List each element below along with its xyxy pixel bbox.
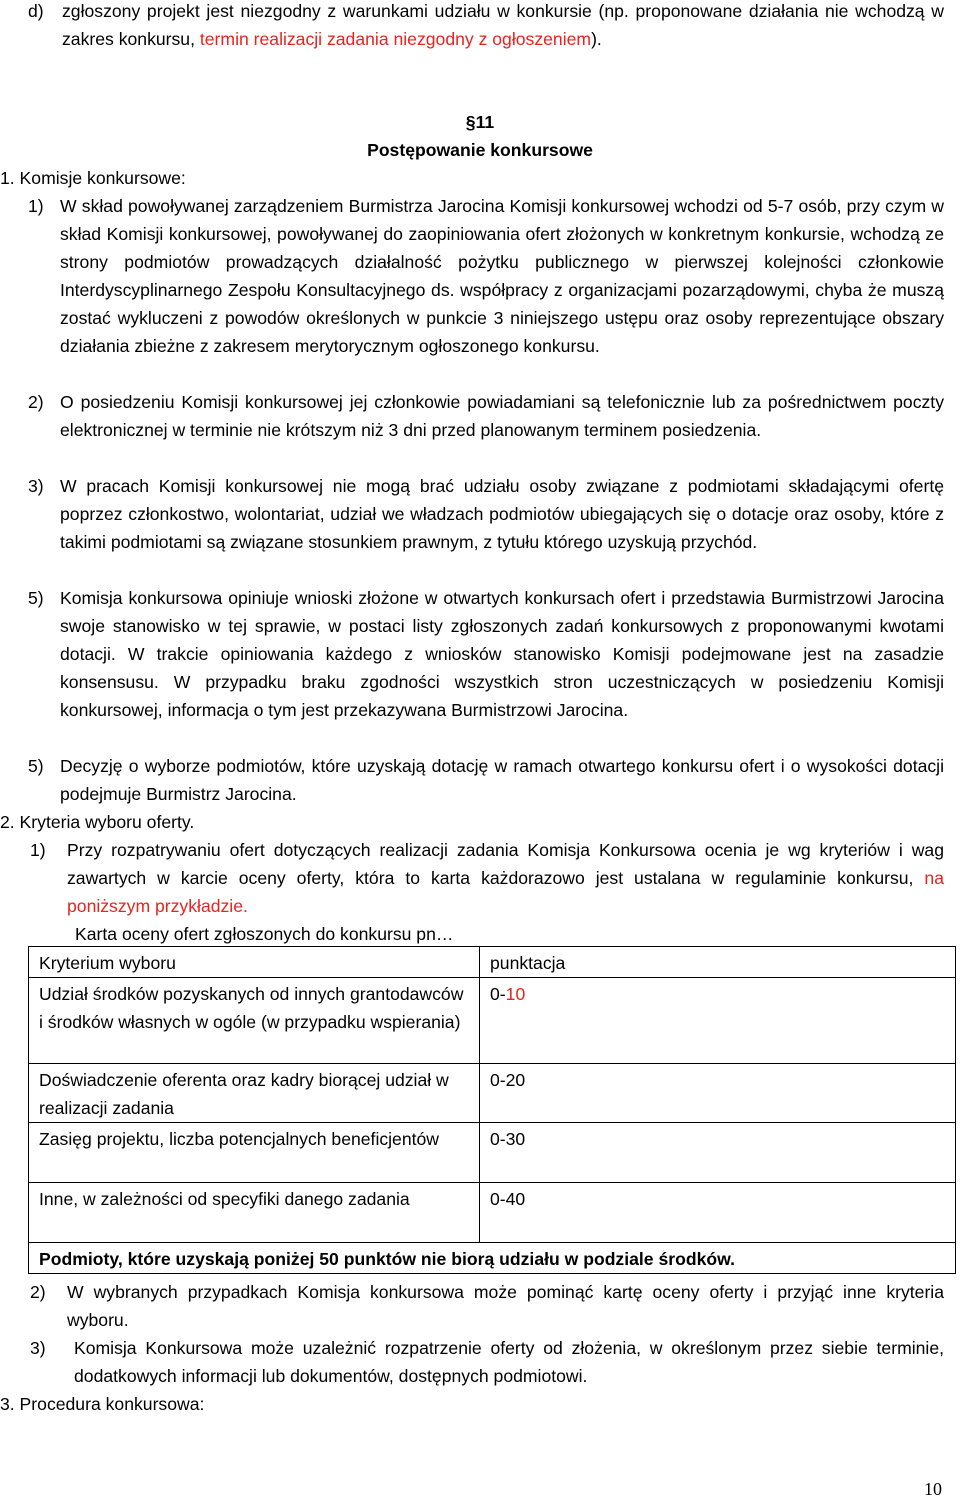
list-item: Przy rozpatrywaniu ofert dotyczących realizacji zadania Komisja Konkursowa ocenia je wg kryteriów i wag zawartych w karcie oceny oferty, która to karta każdorazowo jest ustalana w regulaminie konkursu, na poniższym przykładzie. bbox=[67, 840, 944, 916]
criterion-cell: Doświadczenie oferenta oraz kadry biorącej udział w realizacji zadania bbox=[29, 1064, 480, 1123]
list-item-marker: 1) bbox=[30, 840, 46, 860]
list-item-marker: 3) bbox=[30, 1338, 46, 1358]
points-cell: 0-20 bbox=[480, 1064, 956, 1123]
item-d-marker: d) bbox=[28, 1, 44, 21]
red-highlight: na poniższym przykładzie. bbox=[67, 868, 944, 916]
point-3-label: 3. Procedura konkursowa: bbox=[0, 1394, 205, 1414]
points-cell: 0-30 bbox=[480, 1123, 956, 1183]
list-item: Komisja konkursowa opiniuje wnioski złożone w otwartych konkursach ofert i przedstawia Burmistrzowi Jarocina swoje stanowisko w tej sprawie, w postaci listy zgłoszonych zadań konkursowych z proponowanymi kwotami dotacji. W trakcie opiniowania każdego z wniosków stanowisko Komisji podejmowane jest na zasadzie konsensusu. W przypadku braku zgodności wszystkich stron uczestniczących w posiedzeniu Komisji konkursowej, informacja o tym jest przekazywana Burmistrzowi Jarocina. bbox=[60, 588, 944, 720]
list-item-marker: 2) bbox=[30, 1282, 46, 1302]
list-item: W wybranych przypadkach Komisja konkursowa może pominąć kartę oceny oferty i przyjąć inne kryteria wyboru. bbox=[67, 1282, 944, 1330]
table-row bbox=[29, 1064, 956, 1123]
item-d-text: zgłoszony projekt jest niezgodny z warunkami udziału w konkursie (np. proponowane działania nie wchodzą w zakres konkursu, termin realizacji zadania niezgodny z ogłoszeniem). bbox=[62, 1, 944, 49]
table-row bbox=[29, 1183, 956, 1243]
card-title: Karta oceny ofert zgłoszonych do konkursu pn… bbox=[75, 924, 454, 944]
section-number: §11 bbox=[465, 112, 495, 132]
list-item: Komisja Konkursowa może uzależnić rozpatrzenie oferty od złożenia, w określonym przez siebie terminie, dodatkowych informacji lub dokumentów, dostępnych podmiotowi. bbox=[74, 1338, 944, 1386]
list-item-marker: 5) bbox=[28, 588, 44, 608]
points-cell: 0-40 bbox=[480, 1183, 956, 1243]
table-footer-row bbox=[29, 1243, 956, 1274]
criterion-cell: Inne, w zależności od specyfiki danego zadania bbox=[29, 1183, 480, 1243]
list-item: W pracach Komisji konkursowej nie mogą brać udziału osoby związane z podmiotami składającymi ofertę poprzez członkostwo, wolontariat, udział we władzach podmiotów ubiegających się o dotacje oraz osoby, które z takimi podmiotami są związane stosunkiem prawnym, z tytułu którego uzyskują przychód. bbox=[60, 476, 944, 552]
list-item: Decyzję o wyborze podmiotów, które uzyskają dotację w ramach otwartego konkursu ofert i o wysokości dotacji podejmuje Burmistrz Jarocina. bbox=[60, 756, 944, 804]
points-cell: 0-10 bbox=[480, 978, 956, 1064]
page-number: 10 bbox=[924, 1479, 942, 1499]
table-footer-cell: Podmioty, które uzyskają poniżej 50 punktów nie biorą udziału w podziale środków. bbox=[29, 1243, 956, 1274]
list-item: O posiedzeniu Komisji konkursowej jej członkowie powiadamiani są telefonicznie lub za pośrednictwem poczty elektronicznej w terminie nie krótszym niż 3 dni przed planowanym terminem posiedzenia. bbox=[60, 392, 944, 440]
list-item-marker: 5) bbox=[28, 756, 44, 776]
point-1-label: 1. Komisje konkursowe: bbox=[0, 168, 186, 188]
list-item: W skład powoływanej zarządzeniem Burmistrza Jarocina Komisji konkursowej wchodzi od 5-7 osób, przy czym w skład Komisji konkursowej, powoływanej do zaopiniowania ofert złożonych w konkretnym konkursie, wchodzą ze strony podmiotów prowadzących działalność pożytku publicznego w pierwszej kolejności członkowie Interdyscyplinarnego Zespołu Konsultacyjnego ds. współpracy z organizacjami pozarządowymi, chyba że muszą zostać wykluczeni z powodów określonych w punkcie 3 niniejszego ustępu oraz osoby reprezentujące obszary działania zbieżne z zakresem merytorycznym ogłoszonego konkursu. bbox=[60, 196, 944, 356]
evaluation-table bbox=[28, 946, 956, 1274]
criterion-cell: Zasięg projektu, liczba potencjalnych beneficjentów bbox=[29, 1123, 480, 1183]
list-item-marker: 2) bbox=[28, 392, 44, 412]
section-title: Postępowanie konkursowe bbox=[367, 140, 593, 160]
table-header-cell: punktacja bbox=[480, 947, 956, 978]
point-2-label: 2. Kryteria wyboru oferty. bbox=[0, 812, 195, 832]
list-item-marker: 3) bbox=[28, 476, 44, 496]
table-row bbox=[29, 978, 956, 1064]
red-highlight: termin realizacji zadania niezgodny z ogłoszeniem bbox=[199, 29, 592, 49]
table-header-row bbox=[29, 947, 956, 978]
list-item-marker: 1) bbox=[28, 196, 44, 216]
table-row bbox=[29, 1123, 956, 1183]
criterion-cell: Udział środków pozyskanych od innych grantodawców i środków własnych w ogóle (w przypadku wspierania) bbox=[29, 978, 480, 1064]
table-header-cell: Kryterium wyboru bbox=[29, 947, 480, 978]
